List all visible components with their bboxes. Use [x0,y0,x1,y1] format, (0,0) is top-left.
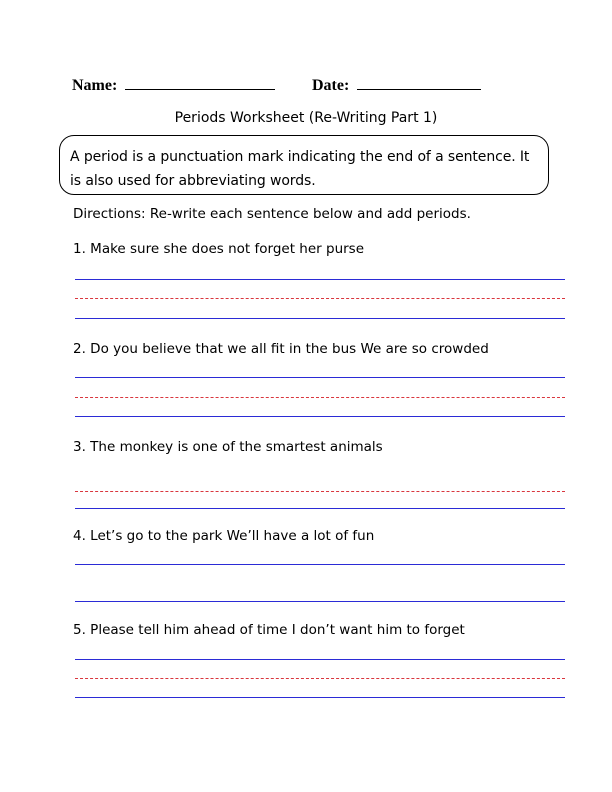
sentence-4: 4. Let’s go to the park We’ll have a lot of fun [73,528,375,544]
writing-line-mid [75,491,565,492]
writing-line-base [75,697,565,698]
writing-line-top [75,377,565,378]
name-field [72,73,275,96]
name-label: Name: [72,77,118,94]
definition-text: A period is a punctuation mark indicating the end of a sentence. It is also used for abbreviating words. [70,149,530,189]
writing-line-base [75,318,565,319]
sentence-3: 3. The monkey is one of the smartest animals [73,439,383,455]
writing-line-mid [75,298,565,299]
worksheet-title: Periods Worksheet (Re-Writing Part 1) [174,110,438,126]
directions-text: Directions: Re-write each sentence below and add periods. [73,206,471,222]
sentence-1: 1. Make sure she does not forget her purse [73,241,365,257]
writing-line-top [75,279,565,280]
name-blank[interactable] [125,73,275,90]
date-field [312,73,481,96]
writing-line-mid [75,397,565,398]
date-label: Date: [312,77,350,94]
writing-line-base [75,601,565,602]
writing-line-top [75,564,565,565]
writing-line-top [75,659,565,660]
sentence-5: 5. Please tell him ahead of time I don’t want him to forget [73,622,465,638]
definition-box [59,135,549,195]
writing-line-base [75,416,565,417]
writing-line-base [75,508,565,509]
writing-line-mid [75,678,565,679]
date-blank[interactable] [357,73,481,90]
sentence-2: 2. Do you believe that we all fit in the bus We are so crowded [73,341,489,357]
